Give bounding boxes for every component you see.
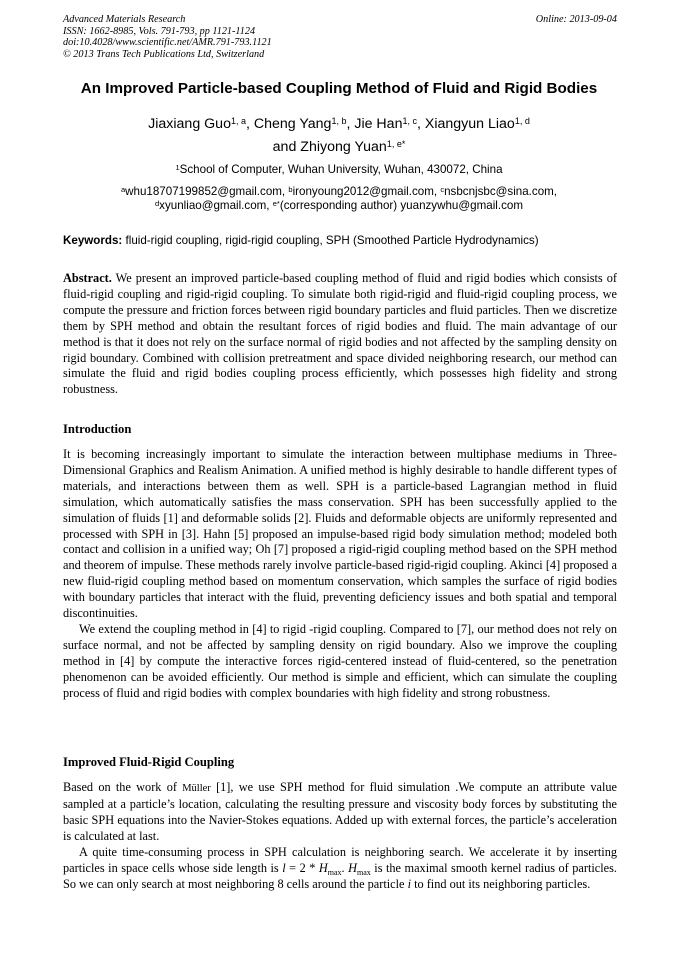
muller-name: Müller xyxy=(182,783,211,794)
email-b: ironyoung2012@gmail.com, xyxy=(292,185,438,198)
author-sup: 1, d xyxy=(514,116,530,126)
author-sup: 1, e* xyxy=(386,139,406,149)
symbol-i: i xyxy=(407,877,411,892)
running-header xyxy=(63,14,617,60)
author-sup: 1, b xyxy=(331,116,347,126)
section-heading-introduction: Introduction xyxy=(63,422,132,436)
abstract-text: We present an improved particle-based coupling method of fluid and rigid bodies which consists of fluid-rigid coupling and rigid-rigid coupling. To simulate both rigid-rigid and fluid-rigid coupling process, we compute the pressure and friction forces between rigid boundary particles and fluid particles. Then we discretize them by SPH method and obtain the resultant forces of rigid bodies and fluid. The main advantage of our method is that it does not rely on the surface normal of rigid bodies and not affected by the sampling density on rigid boundary. Combined with collision pretreatment and space divided neighboring research, our method can simulate the fluid and rigid bodies coupling process efficiently, which possesses high fidelity and strong robustness. xyxy=(63,271,617,397)
abstract xyxy=(63,271,617,398)
email-line-1: $^a$whu18707199852@gmail.com, $^b$ironyoung2012@gmail.com, $^c$nsbcnjsbc@sina.com, xyxy=(120,185,558,198)
keywords-label: Keywords: xyxy=(63,234,123,247)
fluid-rigid-body xyxy=(63,780,617,893)
author-line-1: Jiaxiang Guo$^{1, a}$, Cheng Yang$^{1, b}$, Jie Han$^{1, c}$, Xiangyun Liao$^{1, d}$ xyxy=(148,116,530,132)
email-line-2: $^d$xyunliao@gmail.com, $^{e*}$(corresponding author) yuanzywhu@gmail.com xyxy=(155,199,523,212)
fluid-rigid-paragraph-2: A quite time-consuming process in SPH calculation is neighboring search. We accelerate it by inserting particles in space cells whose side length is $l = 2 * H_{max}$. $H_{max}$ is the maximal smooth kernel radius of particles. So we can only search at most neighboring 8 cells around the particle i to find out its neighboring particles. xyxy=(63,844,617,892)
introduction-paragraph-1: It is becoming increasingly important to simulate the interaction between multiphase mediums in Three-Dimensional Graphics and Realism Animation. A unified method is highly desirable to handle different types of materials, and interactions between them as well. SPH is a particle-based Lagrangian method in fluid simulation, which automatically satisfies the mass conservation. SPH has been successfully applied to the simulation of fluids [1] and deformable solids [2]. Fluids and deformable objects are uniformly represented and processed with SPH in [3]. Hahn [5] proposed an impulse-based rigid body simulation method; modeled both contact and collision in a unified way; Oh [7] proposed a rigid-rigid coupling method based on the SPH method and theorem of impulse. These methods rarely involve particle-based rigid-rigid coupling. Akinci [4] proposed a new fluid-rigid coupling method based on momentum conservation, which samples the surface of rigid bodies with boundary particles that interact with the fluid, preventing deficiency issues and both spatial and temporal discontinuities. xyxy=(63,447,617,621)
affiliation-sup: 1 xyxy=(175,163,180,172)
author-line-2 xyxy=(60,136,618,159)
journal-name: Advanced Materials Research xyxy=(63,14,186,25)
email-a: whu18707199852@gmail.com, xyxy=(125,185,286,198)
abstract-label: Abstract. xyxy=(63,271,112,285)
affiliation xyxy=(60,163,618,177)
issn-line: ISSN: 1662-8985, Vols. 791-793, pp 1121-1124 xyxy=(63,25,256,37)
introduction-paragraph-2: We extend the coupling method in [4] to rigid -rigid coupling. Compared to [7], our method does not rely on surface normal, and not be affected by sampling density on rigid boundary. Also we improve the coupling method in [4] by compute the interactive forces rigid-centered instead of fluid-centered, so the penetration phenomenon can be avoided efficiently. Our method is simple and efficient, which can simulate the coupling process of fluid and rigid bodies with complex boundaries with high fidelity and strong robustness. xyxy=(63,621,617,700)
introduction-body xyxy=(63,447,617,702)
email-e: (corresponding author) yuanzywhu@gmail.com xyxy=(279,199,523,212)
author-name: Cheng Yang xyxy=(253,116,332,132)
keywords xyxy=(63,234,617,248)
fluid-rigid-paragraph-1: Based on the work of Müller [1], we use SPH method for fluid simulation .We compute an attribute value sampled at a particle’s location, calculating the resulting pressure and viscosity body forces by substituting the basic SPH equations into the Navier-Stokes equations. Added up with external forces, the particle’s acceleration is calculated at last. xyxy=(63,780,617,843)
email-e-sup: e* xyxy=(272,199,280,208)
author-connector: and xyxy=(272,139,297,155)
author-list xyxy=(60,113,618,159)
keywords-text: fluid-rigid coupling, rigid-rigid coupling, SPH (Smoothed Particle Hydrodynamics) xyxy=(125,234,539,247)
author-name: Jiaxiang Guo xyxy=(148,116,231,132)
doi-line: doi:10.4028/www.scientific.net/AMR.791-793.1121 xyxy=(63,37,272,49)
email-list xyxy=(60,185,618,213)
copyright-line: © 2013 Trans Tech Publications Ltd, Switzerland xyxy=(63,48,265,60)
affiliation-text: School of Computer, Wuhan University, Wuhan, 430072, China xyxy=(179,163,503,176)
section-heading-fluid-rigid: Improved Fluid-Rigid Coupling xyxy=(63,755,235,769)
email-d: xyunliao@gmail.com, xyxy=(159,199,270,212)
online-date: Online: 2013-09-04 xyxy=(535,14,617,25)
symbol-hmax: $H_{max}$ xyxy=(348,860,371,877)
author-sup: 1, c xyxy=(402,116,417,126)
email-c: nsbcnjsbc@sina.com, xyxy=(444,185,558,198)
journal-info xyxy=(63,14,617,60)
author-name: Jie Han xyxy=(354,116,403,132)
author-name: Zhiyong Yuan xyxy=(300,139,387,155)
equation-cell-size: $l = 2 * H_{max}$ xyxy=(282,860,342,877)
author-sup: 1, a xyxy=(230,116,246,126)
paper-title: An Improved Particle-based Coupling Method of Fluid and Rigid Bodies xyxy=(80,80,598,97)
author-name: Xiangyun Liao xyxy=(424,116,515,132)
